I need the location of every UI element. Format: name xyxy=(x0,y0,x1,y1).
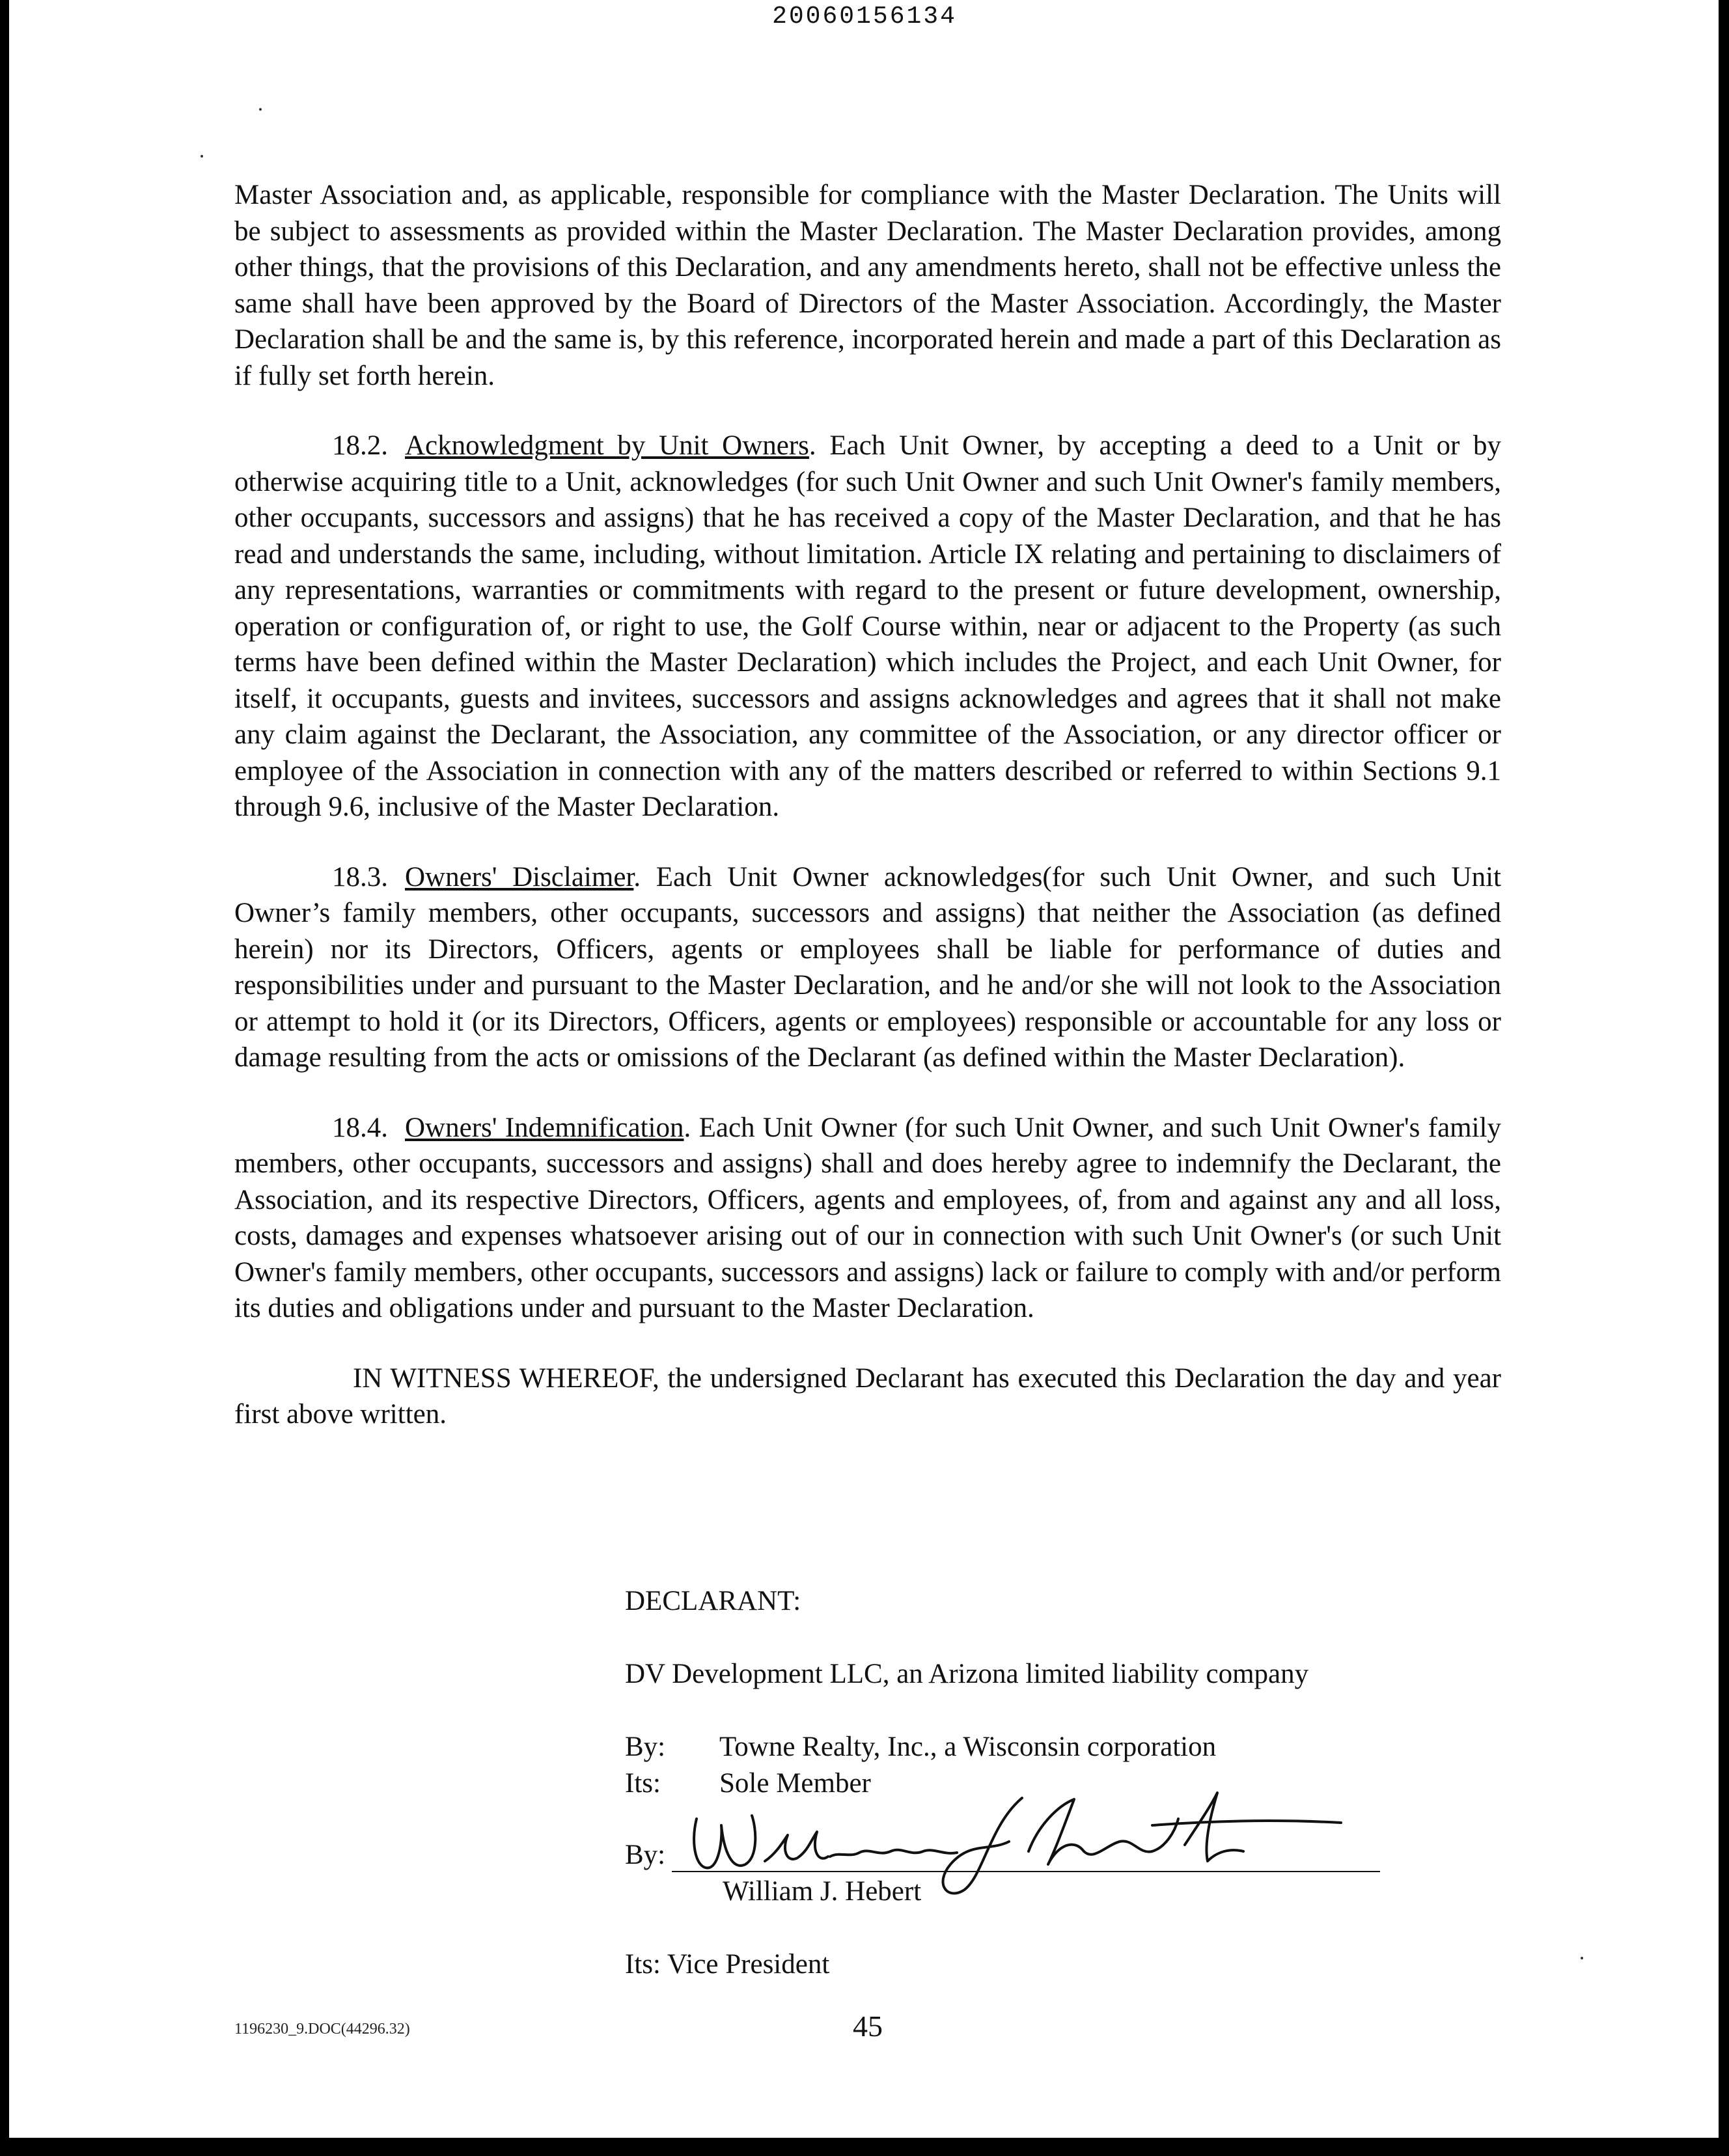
section-text: . Each Unit Owner (for such Unit Owner, and such Unit Owner's family members, other occupants, successors and assigns) shall and does hereby agree to indemnify the Declarant, the Association, and its respective Directors, Officers, agents and employees, of, from and against any and all loss, costs, damages and expenses whatsoever arising out of our in connection with such Unit Owner's (or such Unit Owner's family members, other occupants, successors and assigns) lack or failure to comply with and/or perform its duties and obligations under and pursuant to the Master Declaration. xyxy=(234,1112,1501,1323)
scan-speck xyxy=(1581,1957,1583,1959)
section-number: 18.3. xyxy=(332,861,388,892)
section-title: Owners' Disclaimer xyxy=(405,861,634,892)
declaration-body xyxy=(234,177,1501,1467)
section-number: 18.2. xyxy=(332,430,388,461)
its-value: Sole Member xyxy=(719,1768,871,1799)
section-18-2 xyxy=(234,428,1501,825)
declarant-label: DECLARANT: xyxy=(625,1586,801,1616)
section-18-3 xyxy=(234,859,1501,1076)
document-reference: 1196230_9.DOC(44296.32) xyxy=(234,2021,410,2038)
scan-border-right xyxy=(1719,0,1729,2156)
by-value: Towne Realty, Inc., a Wisconsin corporation xyxy=(719,1732,1217,1762)
page-number: 45 xyxy=(853,2010,883,2043)
its-label: Its: xyxy=(625,1768,661,1799)
by-row xyxy=(625,1729,1471,1765)
recording-number: 20060156134 xyxy=(772,3,957,31)
witness-clause: IN WITNESS WHEREOF, the undersigned Declarant has executed this Declaration the day and year first above written. xyxy=(234,1362,1501,1430)
signer-name: William J. Hebert xyxy=(723,1876,922,1907)
handwritten-signature xyxy=(684,1780,1348,1897)
section-title: Owners' Indemnification xyxy=(405,1112,684,1143)
paragraph-intro: Master Association and, as applicable, responsible for compliance with the Master Declaration. The Units will be subject to assessments as provided within the Master Declaration. The Master Declaration provides, among other things, that the provisions of this Declaration, and any amendments hereto, shall not be effective unless the same shall have been approved by the Board of Directors of the Master Association. Accordingly, the Master Declaration shall be and the same is, by this reference, incorporated herein and made a part of this Declaration as if fully set forth herein. xyxy=(234,180,1501,391)
section-title: Acknowledgment by Unit Owners xyxy=(405,430,809,461)
scan-border-left xyxy=(0,0,9,2156)
by-label: By: xyxy=(625,1840,666,1870)
signature-line xyxy=(625,1806,1471,1877)
scan-border-bottom xyxy=(0,2138,1729,2156)
signer-title: Its: Vice President xyxy=(625,1949,830,1980)
section-text: . Each Unit Owner, by accepting a deed to a Unit or by otherwise acquiring title to a Unit, acknowledges (for such Unit Owner and such Unit Owner's family members, other occupants, successors and assigns) that he has received a copy of the Master Declaration, and that he has read and understands the same, including, without limitation. Article IX relating and pertaining to disclaimers of any representations, warranties or commitments with regard to the present or future development, ownership, operation or configuration of, or right to use, the Golf Course within, near or adjacent to the Property (as such terms have been defined within the Master Declaration) which includes the Project, and each Unit Owner, for itself, it occupants, guests and invitees, successors and assigns acknowledges and agrees that it shall not make any claim against the Declarant, the Association, any committee of the Association, or any director officer or employee of the Association in connection with any of the matters described or referred to within Sections 9.1 through 9.6, inclusive of the Master Declaration. xyxy=(234,430,1501,822)
signature-block xyxy=(625,1583,1471,1983)
section-text: . Each Unit Owner acknowledges(for such Unit Owner, and such Unit Owner’s family members, other occupants, successors and assigns) that neither the Association (as defined herein) nor its Directors, Officers, agents or employees shall be liable for performance of duties and responsibilities under and pursuant to the Master Declaration, and he and/or she will not look to the Association or attempt to hold it (or its Directors, Officers, agents or employees) responsible or accountable for any loss or damage resulting from the acts or omissions of the Declarant (as defined within the Master Declaration). xyxy=(234,861,1501,1073)
declarant-entity: DV Development LLC, an Arizona limited liability company xyxy=(625,1659,1309,1689)
section-18-4 xyxy=(234,1110,1501,1327)
by-label: By: xyxy=(625,1732,666,1762)
section-number: 18.4. xyxy=(332,1112,388,1143)
scan-speck xyxy=(259,108,262,111)
scan-speck xyxy=(201,155,203,158)
